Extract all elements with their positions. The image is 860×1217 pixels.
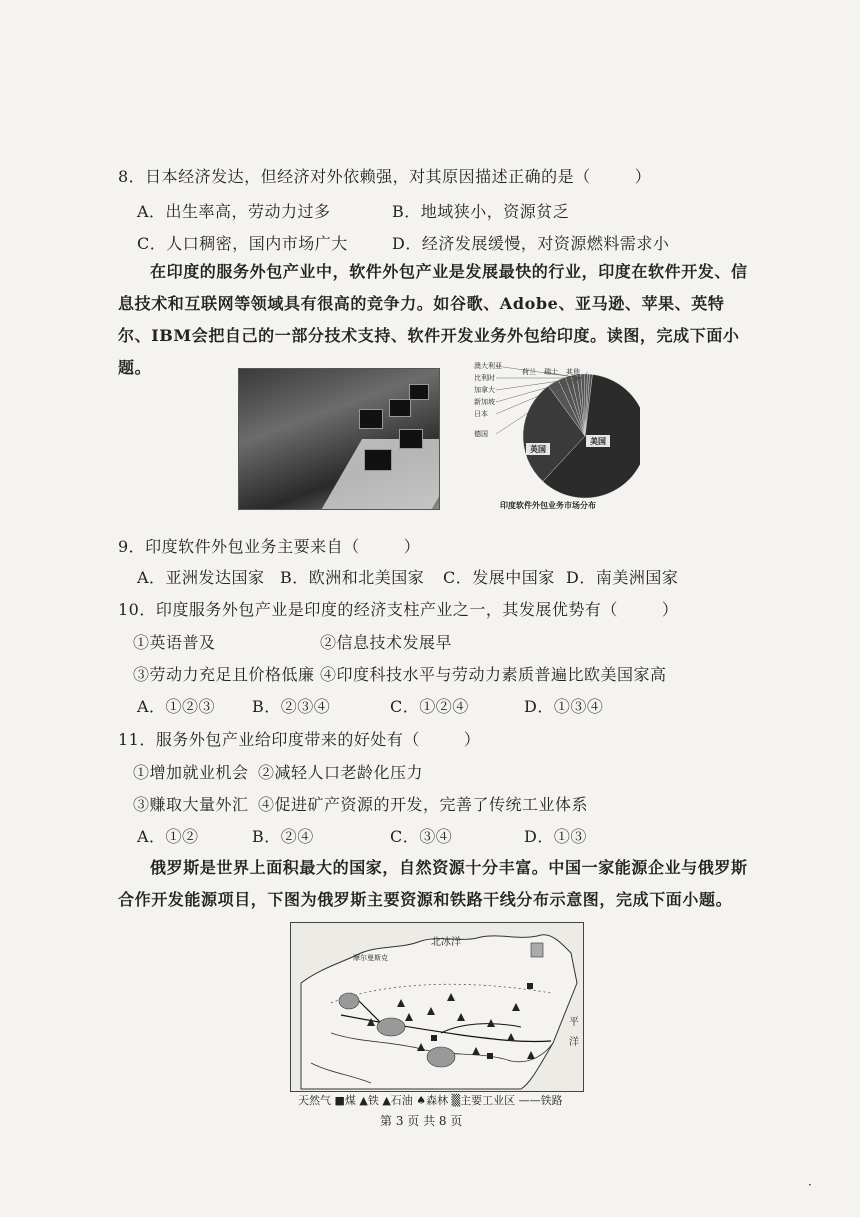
q11-option-c: C．③④ (390, 827, 453, 846)
q11-item-3: ③赚取大量外汇 (133, 795, 249, 814)
q10-option-b: B．②③④ (252, 697, 331, 716)
pie-outer-label-2: 荷兰 (522, 368, 536, 376)
pie-chart (470, 358, 640, 518)
q8-stem (118, 164, 651, 187)
map-label-murmansk: 摩尔曼斯克 (353, 954, 388, 962)
q11-option-d: D．①③ (524, 827, 587, 846)
q9-option-a: A．亚洲发达国家 (137, 568, 265, 587)
pie-outer-label-8: 日本 (474, 410, 488, 418)
pie-caption: 印度软件外包业务市场分布 (500, 500, 596, 510)
q11-option-a: A．①② (137, 827, 199, 846)
russia-resource-map (290, 922, 584, 1092)
map-label-arctic-ocean: 北冰洋 (431, 937, 461, 948)
pie-label-2: 英国 (530, 445, 546, 454)
passage-india: 在印度的服务外包产业中，软件外包产业是发展最快的行业，印度在软件开发、信息技术和互联网等领域具有很高的竞争力。如谷歌、Adobe、亚马逊、苹果、英特尔、IBM会把自己的一部分技术支持、软件开发业务外包给印度。读图，完成下面小题。 (118, 262, 748, 377)
office-photo (238, 368, 440, 510)
pie-outer-label-9: 德国 (474, 430, 488, 438)
q10-close-paren: ） (661, 600, 679, 619)
q10-item-2: ②信息技术发展早 (320, 633, 453, 652)
pie-outer-label-4: 其他 (566, 368, 580, 376)
pie-label-1: 美国 (590, 437, 606, 446)
pie-outer-label-6: 加拿大 (474, 386, 495, 394)
q11-stem-text: 11．服务外包产业给印度带来的好处有（ (118, 730, 420, 749)
map-svg (291, 923, 583, 1091)
q10-option-d: D．①③④ (524, 697, 604, 716)
q9-stem (118, 534, 420, 557)
q8-option-d: D．经济发展缓慢，对资源燃料需求小 (392, 234, 670, 253)
q11-item-4: ④促进矿产资源的开发，完善了传统工业体系 (258, 795, 589, 814)
pie-outer-label-5: 比利时 (474, 374, 495, 382)
map-label-pacific-2: 洋 (569, 1037, 579, 1048)
pie-outer-label-1: 澳大利亚 (474, 362, 502, 370)
q11-stem (118, 727, 480, 750)
q9-option-c: C．发展中国家 (443, 568, 555, 587)
pie-outer-label-7: 新加坡 (474, 398, 495, 406)
q10-option-a: A．①②③ (137, 697, 216, 716)
q9-option-d: D．南美洲国家 (566, 568, 679, 587)
q9-option-b: B．欧洲和北美国家 (280, 568, 425, 587)
q10-item-3: ③劳动力充足且价格低廉 (133, 665, 315, 684)
q8-stem-text: 8．日本经济发达，但经济对外依赖强，对其原因描述正确的是（ (118, 167, 591, 186)
q10-item-1: ①英语普及 (133, 633, 216, 652)
pie-svg (470, 358, 640, 518)
corner-mark: · (808, 1178, 812, 1192)
q11-option-b: B．②④ (252, 827, 314, 846)
map-legend: 天然气 ■煤 ▲铁 ▲石油 ♠森林 ▒主要工业区 ——铁路 (298, 1094, 563, 1107)
q11-item-1: ①增加就业机会 (133, 763, 249, 782)
pie-outer-label-3: 瑞士 (544, 368, 558, 376)
q8-close-paren: ） (634, 167, 652, 186)
q10-stem (118, 597, 678, 620)
q9-stem-text: 9．印度软件外包业务主要来自（ (118, 537, 360, 556)
passage-russia: 俄罗斯是世界上面积最大的国家，自然资源十分丰富。中国一家能源企业与俄罗斯合作开发能源项目，下图为俄罗斯主要资源和铁路干线分布示意图，完成下面小题。 (118, 858, 748, 909)
q11-close-paren: ） (463, 730, 481, 749)
q8-option-a: A．出生率高，劳动力过多 (137, 202, 331, 221)
q9-close-paren: ） (403, 537, 421, 556)
q11-item-2: ②减轻人口老龄化压力 (258, 763, 424, 782)
q10-item-4: ④印度科技水平与劳动力素质普遍比欧美国家高 (320, 665, 667, 684)
page-footer: 第 3 页 共 8 页 (380, 1114, 463, 1128)
q8-option-b: B．地域狭小，资源贫乏 (392, 202, 570, 221)
q8-option-c: C．人口稠密，国内市场广大 (137, 234, 348, 253)
q10-stem-text: 10．印度服务外包产业是印度的经济支柱产业之一，其发展优势有（ (118, 600, 618, 619)
map-label-pacific-1: 平 (569, 1017, 579, 1028)
q10-option-c: C．①②④ (390, 697, 469, 716)
